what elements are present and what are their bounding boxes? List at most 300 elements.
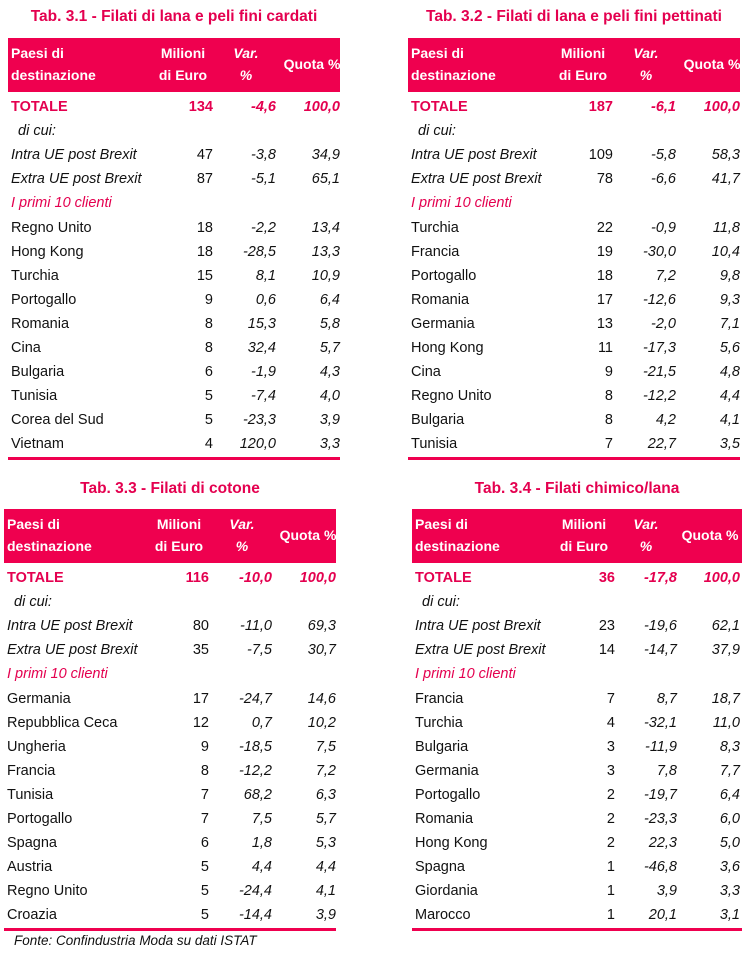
millions-cell: 134 [188, 99, 213, 115]
var-cell: -46,8 [643, 859, 677, 875]
var-cell: -4,6 [251, 99, 276, 115]
intra-ue-row [408, 143, 740, 167]
country-row [4, 879, 336, 903]
millions-cell: 1 [606, 907, 615, 923]
row-label: TOTALE [411, 99, 468, 115]
country-row [412, 711, 742, 735]
table-title: Tab. 3.4 - Filati chimico/lana [474, 480, 680, 497]
quota-cell: 11,8 [712, 220, 740, 236]
row-label: Giordania [415, 883, 478, 899]
quota-cell: 6,3 [315, 787, 336, 803]
millions-cell: 36 [598, 570, 615, 586]
country-row [4, 711, 336, 735]
row-label: Portogallo [7, 811, 73, 827]
quota-cell: 7,1 [719, 316, 740, 332]
row-label: Portogallo [415, 787, 481, 803]
row-label: Intra UE post Brexit [415, 618, 541, 634]
var-cell: -12,2 [238, 763, 272, 779]
quota-cell: 14,6 [307, 691, 336, 707]
millions-cell: 8 [204, 316, 213, 332]
quota-cell: 11,0 [712, 715, 740, 731]
var-cell: -6,6 [651, 171, 676, 187]
millions-cell: 22 [596, 220, 613, 236]
quota-cell: 7,2 [315, 763, 336, 779]
source-note: Fonte: Confindustria Moda su dati ISTAT [14, 933, 257, 948]
var-cell: 120,0 [239, 436, 276, 452]
var-cell: 4,2 [655, 412, 676, 428]
millions-cell: 2 [606, 835, 615, 851]
row-label: TOTALE [11, 99, 68, 115]
var-cell: -14,4 [238, 907, 272, 923]
var-cell: -24,7 [238, 691, 272, 707]
row-label: Marocco [415, 907, 471, 923]
country-row [412, 783, 742, 807]
country-row [408, 264, 740, 288]
row-label: Spagna [7, 835, 57, 851]
millions-cell: 6 [200, 835, 209, 851]
var-cell: -2,2 [251, 220, 276, 236]
quota-cell: 8,3 [719, 739, 740, 755]
var-cell: -24,4 [238, 883, 272, 899]
country-row [412, 687, 742, 711]
var-cell: -11,0 [240, 618, 272, 634]
quota-cell: 58,3 [711, 147, 740, 163]
quota-cell: 5,0 [719, 835, 740, 851]
row-label: I primi 10 clienti [411, 195, 512, 211]
var-cell: -17,8 [643, 570, 677, 586]
quota-cell: 5,8 [319, 316, 340, 332]
header-millions [543, 42, 623, 86]
row-label: di cui: [14, 594, 52, 610]
header-quota: Quota % [681, 527, 739, 543]
extra-ue-row [4, 638, 336, 662]
row-label: Turchia [415, 715, 463, 731]
row-label: Extra UE post Brexit [415, 642, 546, 658]
quota-cell: 7,5 [315, 739, 336, 755]
var-cell: -14,7 [643, 642, 677, 658]
row-label: Portogallo [411, 268, 477, 284]
header-millions-line1: Milioni [560, 45, 606, 61]
quota-cell: 37,9 [711, 642, 740, 658]
table-title: Tab. 3.2 - Filati di lana e peli fini pettinati [426, 8, 722, 25]
row-label: Tunisia [11, 388, 58, 404]
header-millions-line1: Milioni [561, 516, 607, 532]
millions-cell: 13 [596, 316, 613, 332]
var-cell: 7,5 [251, 811, 272, 827]
var-cell: 22,7 [647, 436, 676, 452]
var-cell: 8,7 [656, 691, 677, 707]
header-country-line2: destinazione [415, 538, 500, 554]
table-bottom-rule [8, 457, 340, 460]
di-cui-row [4, 590, 336, 614]
country-row [8, 240, 340, 264]
header-var [217, 513, 267, 557]
millions-cell: 80 [192, 618, 209, 634]
quota-cell: 4,0 [319, 388, 340, 404]
millions-cell: 78 [596, 171, 613, 187]
row-label: Cina [411, 364, 441, 380]
millions-cell: 17 [192, 691, 209, 707]
row-label: Regno Unito [7, 883, 88, 899]
quota-cell: 100,0 [303, 99, 340, 115]
row-label: Germania [415, 763, 479, 779]
row-label: Bulgaria [411, 412, 465, 428]
extra-ue-row [8, 167, 340, 191]
row-label: Hong Kong [415, 835, 488, 851]
quota-cell: 4,3 [319, 364, 340, 380]
di-cui-row [412, 590, 742, 614]
quota-cell: 100,0 [703, 570, 740, 586]
quota-cell: 13,4 [311, 220, 340, 236]
row-label: Francia [411, 244, 460, 260]
millions-cell: 3 [606, 739, 615, 755]
top-clients-label-row [408, 191, 740, 215]
total-row [8, 95, 340, 119]
millions-cell: 7 [604, 436, 613, 452]
header-country [11, 42, 96, 86]
var-cell: -2,0 [651, 316, 676, 332]
var-cell: -0,9 [651, 220, 676, 236]
var-cell: 0,6 [255, 292, 276, 308]
row-label: Spagna [415, 859, 465, 875]
millions-cell: 2 [606, 811, 615, 827]
millions-cell: 187 [588, 99, 613, 115]
var-cell: -23,3 [643, 811, 677, 827]
millions-cell: 47 [196, 147, 213, 163]
header-country [7, 513, 92, 557]
row-label: Extra UE post Brexit [411, 171, 542, 187]
quota-cell: 3,9 [319, 412, 340, 428]
var-cell: 1,8 [251, 835, 272, 851]
var-cell: -19,7 [643, 787, 677, 803]
millions-cell: 8 [200, 763, 209, 779]
total-row [408, 95, 740, 119]
row-label: Ungheria [7, 739, 66, 755]
var-cell: -10,0 [238, 570, 272, 586]
millions-cell: 18 [196, 220, 213, 236]
country-row [4, 759, 336, 783]
millions-cell: 4 [606, 715, 615, 731]
extra-ue-row [412, 638, 742, 662]
top-clients-label-row [8, 191, 340, 215]
row-label: Francia [7, 763, 56, 779]
header-country-line1: Paesi di [411, 45, 464, 61]
quota-cell: 5,7 [319, 340, 340, 356]
header-quota: Quota % [683, 56, 741, 72]
row-label: Hong Kong [11, 244, 84, 260]
row-label: di cui: [18, 123, 56, 139]
var-cell: 22,3 [648, 835, 677, 851]
row-label: Francia [415, 691, 464, 707]
di-cui-row [408, 119, 740, 143]
header-var [621, 42, 671, 86]
row-label: I primi 10 clienti [7, 666, 108, 682]
row-label: Portogallo [11, 292, 77, 308]
country-row [8, 336, 340, 360]
country-row [4, 783, 336, 807]
header-quota: Quota % [283, 56, 341, 72]
var-cell: -6,1 [651, 99, 676, 115]
var-cell: -12,6 [642, 292, 676, 308]
var-cell: 32,4 [247, 340, 276, 356]
millions-cell: 8 [604, 388, 613, 404]
quota-cell: 5,6 [719, 340, 740, 356]
var-cell: 3,9 [656, 883, 677, 899]
table-title: Tab. 3.3 - Filati di cotone [80, 480, 260, 497]
table-panel [8, 8, 340, 458]
millions-cell: 1 [606, 883, 615, 899]
row-label: Cina [11, 340, 41, 356]
country-row [412, 735, 742, 759]
var-cell: -19,6 [643, 618, 677, 634]
header-var-line1: Var. [633, 45, 659, 61]
millions-cell: 9 [200, 739, 209, 755]
var-cell: -30,0 [642, 244, 676, 260]
total-row [4, 566, 336, 590]
row-label: Turchia [11, 268, 59, 284]
millions-cell: 9 [204, 292, 213, 308]
var-cell: 8,1 [255, 268, 276, 284]
millions-cell: 3 [606, 763, 615, 779]
header-var-line2: % [639, 538, 653, 554]
header-millions [143, 42, 223, 86]
millions-cell: 14 [598, 642, 615, 658]
quota-cell: 41,7 [711, 171, 740, 187]
millions-cell: 109 [588, 147, 613, 163]
quota-cell: 9,8 [719, 268, 740, 284]
header-var-line1: Var. [633, 516, 659, 532]
row-label: Hong Kong [411, 340, 484, 356]
millions-cell: 8 [204, 340, 213, 356]
millions-cell: 5 [204, 388, 213, 404]
table-header [412, 509, 742, 563]
quota-cell: 65,1 [311, 171, 340, 187]
row-label: TOTALE [415, 570, 472, 586]
row-label: Bulgaria [415, 739, 469, 755]
var-cell: -18,5 [238, 739, 272, 755]
country-row [8, 288, 340, 312]
var-cell: 0,7 [251, 715, 272, 731]
quota-cell: 4,8 [719, 364, 740, 380]
millions-cell: 116 [185, 570, 209, 586]
country-row [4, 903, 336, 927]
country-row [4, 855, 336, 879]
row-label: Intra UE post Brexit [11, 147, 137, 163]
var-cell: -12,2 [642, 388, 676, 404]
country-row [412, 903, 742, 927]
row-label: Austria [7, 859, 53, 875]
header-country-line1: Paesi di [11, 45, 64, 61]
row-label: Vietnam [11, 436, 64, 452]
country-row [408, 240, 740, 264]
row-label: Extra UE post Brexit [11, 171, 142, 187]
header-country [411, 42, 496, 86]
table-bottom-rule [408, 457, 740, 460]
intra-ue-row [8, 143, 340, 167]
millions-cell: 11 [597, 340, 613, 356]
row-label: Regno Unito [11, 220, 92, 236]
millions-cell: 87 [196, 171, 213, 187]
header-country [415, 513, 500, 557]
var-cell: 4,4 [251, 859, 272, 875]
header-var [621, 513, 671, 557]
quota-cell: 6,4 [319, 292, 340, 308]
header-var-line1: Var. [229, 516, 255, 532]
var-cell: -11,9 [645, 739, 677, 755]
var-cell: 15,3 [247, 316, 276, 332]
table-header [408, 38, 740, 92]
row-label: Germania [411, 316, 475, 332]
country-row [412, 855, 742, 879]
country-row [412, 807, 742, 831]
table-panel [408, 8, 740, 458]
country-row [4, 735, 336, 759]
header-var-line2: % [639, 67, 653, 83]
country-row [4, 807, 336, 831]
quota-cell: 4,4 [719, 388, 740, 404]
country-row [8, 408, 340, 432]
quota-cell: 4,4 [315, 859, 336, 875]
quota-cell: 30,7 [307, 642, 336, 658]
country-row [408, 408, 740, 432]
table-header [4, 509, 336, 563]
country-row [408, 312, 740, 336]
table-panel [4, 480, 336, 930]
quota-cell: 3,6 [719, 859, 740, 875]
header-country-line2: destinazione [11, 67, 96, 83]
quota-cell: 3,9 [315, 907, 336, 923]
quota-cell: 34,9 [311, 147, 340, 163]
country-row [4, 687, 336, 711]
country-row [408, 432, 740, 456]
millions-cell: 5 [200, 883, 209, 899]
header-country-line2: destinazione [7, 538, 92, 554]
top-clients-label-row [412, 662, 742, 686]
row-label: Extra UE post Brexit [7, 642, 138, 658]
quota-cell: 9,3 [719, 292, 740, 308]
header-var [221, 42, 271, 86]
header-country-line1: Paesi di [415, 516, 468, 532]
quota-cell: 13,3 [311, 244, 340, 260]
millions-cell: 5 [204, 412, 213, 428]
millions-cell: 8 [604, 412, 613, 428]
quota-cell: 3,5 [719, 436, 740, 452]
row-label: TOTALE [7, 570, 64, 586]
extra-ue-row [408, 167, 740, 191]
header-var-line2: % [239, 67, 253, 83]
header-country-line1: Paesi di [7, 516, 60, 532]
quota-cell: 4,1 [315, 883, 336, 899]
country-row [408, 288, 740, 312]
header-millions-line2: di Euro [158, 67, 208, 83]
country-row [8, 264, 340, 288]
table-header [8, 38, 340, 92]
var-cell: -17,3 [642, 340, 676, 356]
var-cell: 20,1 [648, 907, 677, 923]
country-row [408, 216, 740, 240]
var-cell: 68,2 [243, 787, 272, 803]
row-label: Turchia [411, 220, 459, 236]
row-label: Tunisia [7, 787, 54, 803]
quota-cell: 6,4 [719, 787, 740, 803]
row-label: Regno Unito [411, 388, 492, 404]
row-label: Intra UE post Brexit [411, 147, 537, 163]
millions-cell: 5 [200, 907, 209, 923]
header-millions-line2: di Euro [559, 538, 609, 554]
quota-cell: 10,2 [307, 715, 336, 731]
millions-cell: 4 [204, 436, 213, 452]
quota-cell: 7,7 [719, 763, 740, 779]
header-millions [544, 513, 624, 557]
row-label: di cui: [422, 594, 460, 610]
total-row [412, 566, 742, 590]
header-millions-line2: di Euro [558, 67, 608, 83]
quota-cell: 100,0 [703, 99, 740, 115]
var-cell: -28,5 [242, 244, 276, 260]
country-row [8, 312, 340, 336]
quota-cell: 4,1 [719, 412, 740, 428]
millions-cell: 18 [196, 244, 213, 260]
top-clients-label-row [4, 662, 336, 686]
millions-cell: 9 [604, 364, 613, 380]
millions-cell: 17 [596, 292, 613, 308]
row-label: Romania [415, 811, 474, 827]
row-label: Intra UE post Brexit [7, 618, 133, 634]
var-cell: -5,8 [651, 147, 676, 163]
quota-cell: 5,7 [315, 811, 336, 827]
country-row [408, 336, 740, 360]
millions-cell: 15 [196, 268, 213, 284]
quota-cell: 100,0 [299, 570, 336, 586]
country-row [8, 360, 340, 384]
row-label: Bulgaria [11, 364, 65, 380]
quota-cell: 69,3 [307, 618, 336, 634]
row-label: Tunisia [411, 436, 458, 452]
row-label: Germania [7, 691, 71, 707]
var-cell: -5,1 [251, 171, 276, 187]
row-label: Romania [411, 292, 470, 308]
millions-cell: 12 [192, 715, 209, 731]
quota-cell: 3,3 [319, 436, 340, 452]
millions-cell: 19 [596, 244, 613, 260]
country-row [8, 384, 340, 408]
country-row [4, 831, 336, 855]
millions-cell: 6 [204, 364, 213, 380]
millions-cell: 35 [192, 642, 209, 658]
header-millions-line1: Milioni [160, 45, 206, 61]
quota-cell: 10,9 [311, 268, 340, 284]
quota-cell: 10,4 [711, 244, 740, 260]
var-cell: -3,8 [251, 147, 276, 163]
table-bottom-rule [4, 928, 336, 931]
var-cell: -1,9 [251, 364, 276, 380]
table-bottom-rule [412, 928, 742, 931]
millions-cell: 23 [598, 618, 615, 634]
header-millions-line2: di Euro [154, 538, 204, 554]
row-label: di cui: [418, 123, 456, 139]
header-var-line1: Var. [233, 45, 259, 61]
row-label: I primi 10 clienti [11, 195, 112, 211]
var-cell: 7,2 [655, 268, 676, 284]
table-panel [412, 480, 742, 930]
millions-cell: 18 [596, 268, 613, 284]
millions-cell: 7 [606, 691, 615, 707]
quota-cell: 5,3 [315, 835, 336, 851]
country-row [412, 759, 742, 783]
row-label: Croazia [7, 907, 57, 923]
var-cell: -23,3 [242, 412, 276, 428]
table-title: Tab. 3.1 - Filati di lana e peli fini cardati [30, 8, 318, 25]
